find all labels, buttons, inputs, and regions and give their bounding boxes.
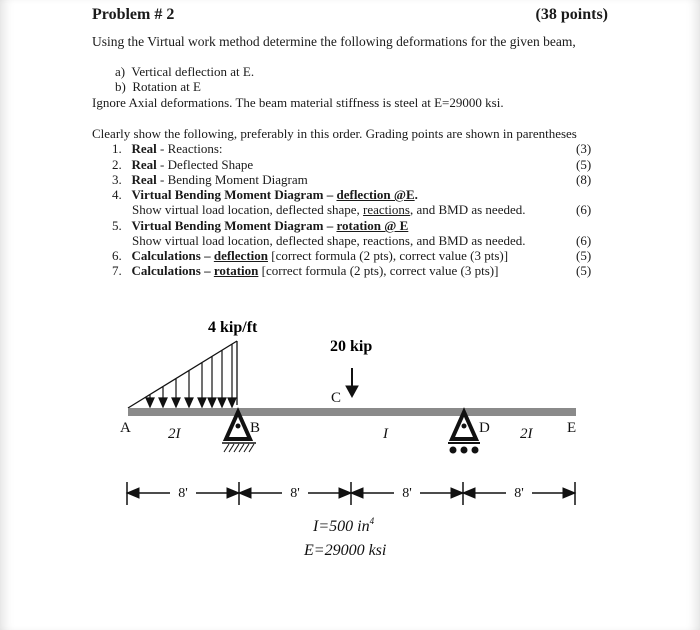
- item-bold-underlined: deflection @E: [336, 187, 415, 202]
- item-bold: Calculations –: [131, 248, 214, 263]
- item-text: - Reactions:: [156, 141, 223, 156]
- dimension-line: [127, 482, 575, 505]
- prop-inertia-exponent: 4: [369, 516, 375, 526]
- part-b-label: b): [115, 79, 126, 94]
- dimension-cd: 8': [402, 486, 412, 501]
- dimension-ab: 8': [178, 486, 188, 501]
- distributed-load: [128, 341, 237, 408]
- list-item: [112, 248, 508, 264]
- item-bold: Virtual Bending Moment Diagram –: [131, 218, 337, 233]
- item-number: 7.: [112, 263, 122, 278]
- segment-de-inertia: 2I: [520, 426, 533, 442]
- label-a: A: [120, 420, 131, 436]
- label-b: B: [250, 420, 261, 436]
- beam: [128, 408, 576, 416]
- item-text: - Deflected Shape: [156, 157, 254, 172]
- list-item: [112, 187, 418, 203]
- item-number: 2.: [112, 157, 122, 172]
- item-points: (5): [576, 157, 592, 172]
- label-c: C: [331, 390, 342, 406]
- note-text: Ignore Axial deformations. The beam material stiffness is steel at E=29000 ksi.: [92, 95, 504, 110]
- list-item: [112, 263, 498, 279]
- segment-bd-inertia: I: [383, 426, 388, 442]
- point-load-arrow: [346, 368, 358, 397]
- part-b-text: Rotation at E: [132, 79, 201, 94]
- point-load-label: 20 kip: [330, 338, 373, 355]
- item-text: - Bending Moment Diagram: [156, 172, 308, 187]
- item-number: 4.: [112, 187, 122, 202]
- item-bold-underlined: deflection: [213, 248, 268, 263]
- part-a-label: a): [115, 64, 126, 79]
- item-points: (8): [576, 172, 592, 187]
- item-bold-end: .: [414, 187, 418, 202]
- item-number: 5.: [112, 218, 122, 233]
- item-bold: Real: [131, 157, 157, 172]
- beam-diagram: [0, 310, 700, 630]
- item-points: (6): [576, 233, 592, 248]
- item-points: (5): [576, 248, 592, 263]
- item-text: [correct formula (2 pts), correct value (3 pts)]: [268, 248, 509, 263]
- prop-inertia: [312, 516, 375, 535]
- segment-ab-inertia: 2I: [168, 426, 181, 442]
- item-number: 6.: [112, 248, 122, 263]
- intro-text: Using the Virtual work method determine the following deformations for the given beam,: [92, 34, 576, 49]
- prop-inertia-value: I=500 in: [313, 518, 370, 535]
- list-item: [112, 141, 223, 157]
- item-bold: Real: [131, 141, 157, 156]
- support-d-roller: [448, 412, 480, 454]
- item-subtext-a: Show virtual load location, deflected shape,: [132, 202, 364, 217]
- item-subtext: [132, 202, 526, 218]
- list-item: [112, 172, 308, 188]
- dimension-bc: 8': [290, 486, 300, 501]
- grading-intro: Clearly show the following, preferably in this order. Grading points are shown in parentheses: [92, 126, 577, 141]
- dimension-de: 8': [514, 486, 524, 501]
- label-d: D: [479, 420, 490, 436]
- list-item: [112, 157, 253, 173]
- item-points: (5): [576, 263, 592, 278]
- item-number: 1.: [112, 141, 122, 156]
- label-e: E: [567, 420, 577, 436]
- item-bold: Real: [131, 172, 157, 187]
- problem-title: Problem # 2: [92, 6, 175, 23]
- part-a: [115, 64, 254, 80]
- item-subtext-underlined: reactions: [363, 202, 410, 217]
- item-subtext: Show virtual load location, deflected shape, reactions, and BMD as needed.: [132, 233, 526, 248]
- item-points: (3): [576, 141, 592, 156]
- list-item: [112, 218, 408, 234]
- item-points: (6): [576, 202, 592, 217]
- item-bold-underlined: rotation @ E: [336, 218, 409, 233]
- item-bold-underlined: rotation: [213, 263, 259, 278]
- item-bold: Virtual Bending Moment Diagram –: [131, 187, 337, 202]
- part-b: [115, 79, 201, 95]
- item-text: [correct formula (2 pts), correct value (3 pts)]: [258, 263, 499, 278]
- item-bold: Calculations –: [131, 263, 214, 278]
- problem-points: (38 points): [535, 6, 608, 23]
- item-subtext-b: , and BMD as needed.: [409, 202, 526, 217]
- dist-load-label: 4 kip/ft: [208, 319, 258, 336]
- item-number: 3.: [112, 172, 122, 187]
- prop-modulus: E=29000 ksi: [304, 542, 387, 559]
- load-arrows: [146, 344, 236, 407]
- part-a-text: Vertical deflection at E.: [131, 64, 255, 79]
